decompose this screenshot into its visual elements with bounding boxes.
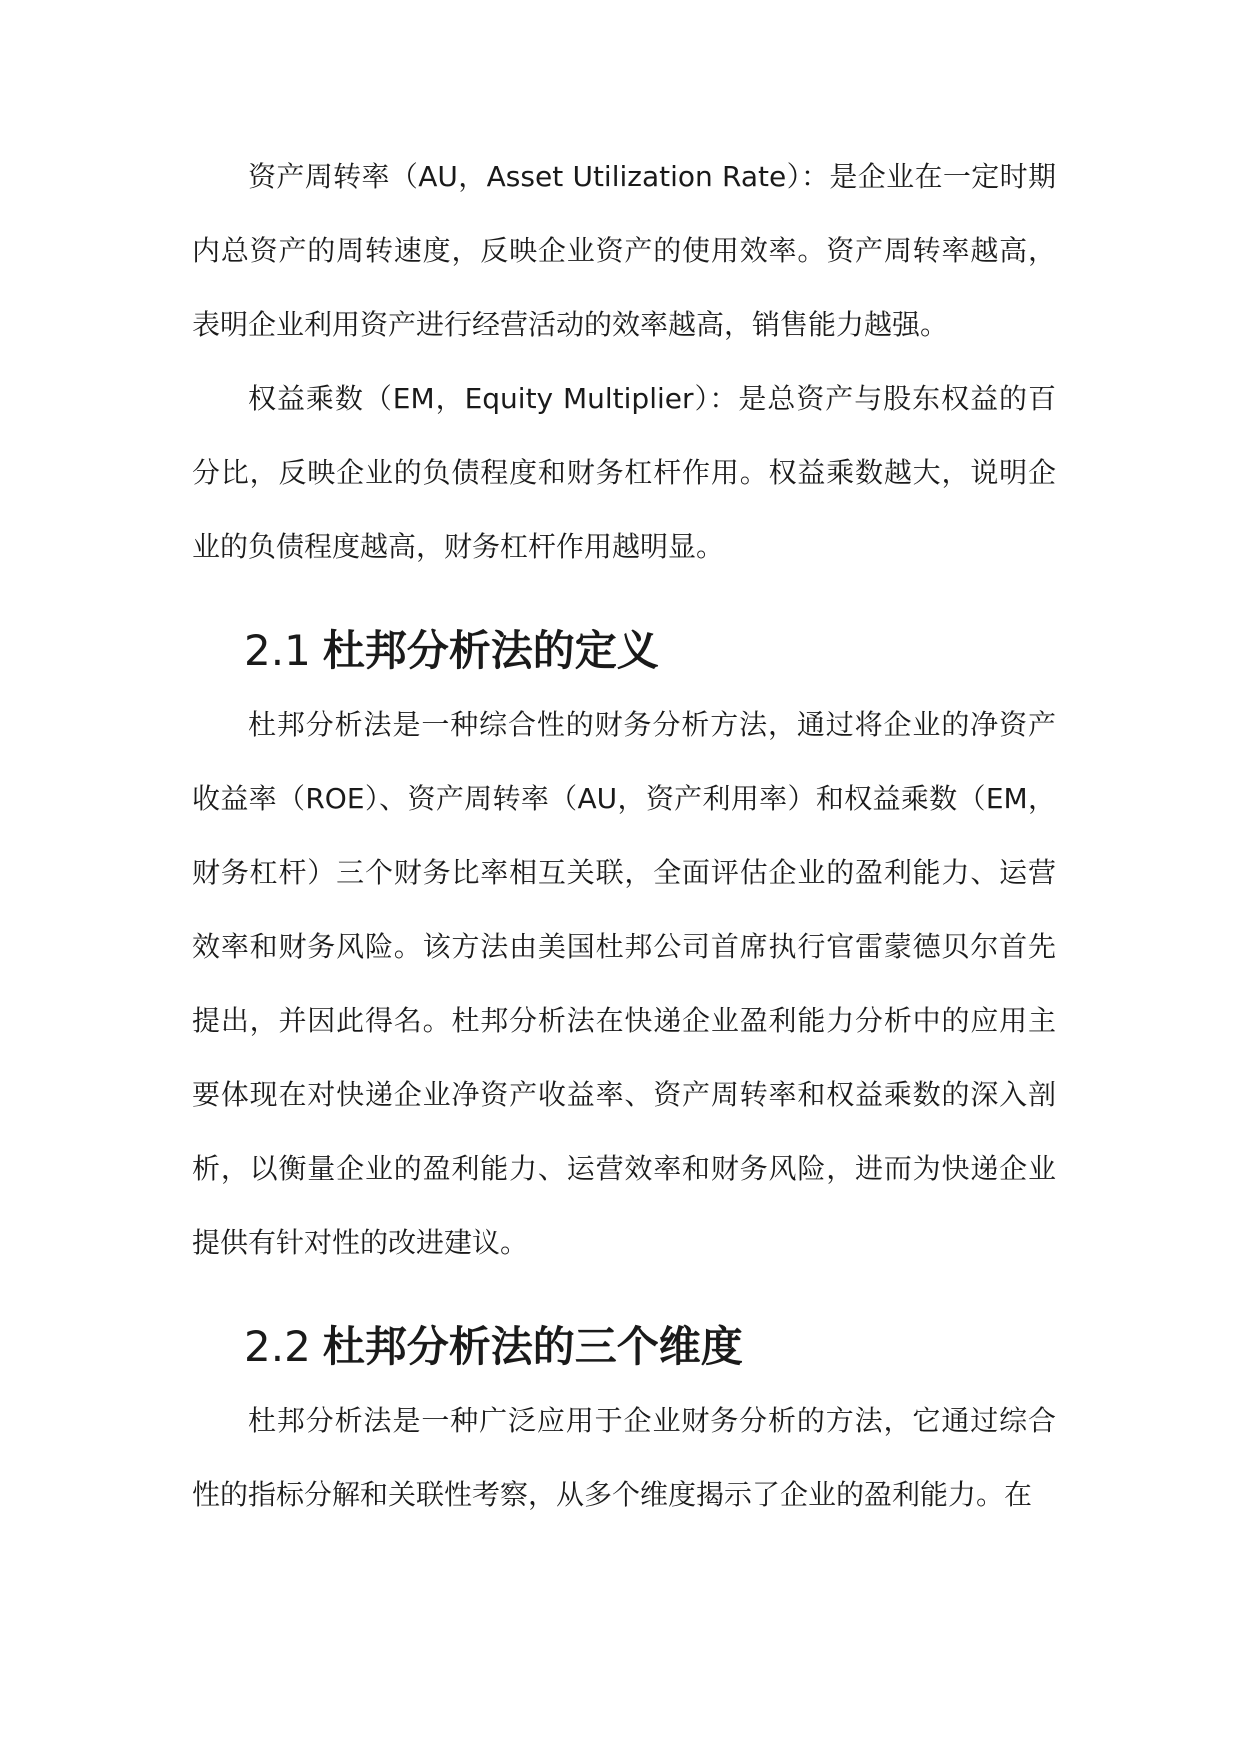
section-number: 2.1: [244, 626, 311, 675]
document-body: [192, 140, 1056, 1532]
section-heading-2-1: [192, 614, 1056, 688]
section-heading-2-2: [192, 1310, 1056, 1384]
paragraph-dupont-definition: 杜邦分析法是一种综合性的财务分析方法，通过将企业的净资产收益率（ROE）、资产周转率（AU，资产利用率）和权益乘数（EM，财务杠杆）三个财务比率相互关联，全面评估企业的盈利能力、运营效率和财务风险。该方法由美国杜邦公司首席执行官雷蒙德贝尔首先提出，并因此得名。杜邦分析法在快递企业盈利能力分析中的应用主要体现在对快递企业净资产收益率、资产周转率和权益乘数的深入剖析，以衡量企业的盈利能力、运营效率和财务风险，进而为快递企业提供有针对性的改进建议。: [192, 708, 1056, 1259]
section-title: 杜邦分析法的定义: [322, 626, 659, 675]
paragraph-dupont-dimensions: 杜邦分析法是一种广泛应用于企业财务分析的方法，它通过综合性的指标分解和关联性考察，从多个维度揭示了企业的盈利能力。在: [192, 1404, 1056, 1511]
paragraph-equity-multiplier: 权益乘数（EM，Equity Multiplier）：是总资产与股东权益的百分比，反映企业的负债程度和财务杠杆作用。权益乘数越大，说明企业的负债程度越高，财务杠杆作用越明显。: [192, 382, 1056, 563]
section-title: 杜邦分析法的三个维度: [322, 1322, 743, 1371]
section-number: 2.2: [244, 1322, 311, 1371]
paragraph-asset-utilization: 资产周转率（AU，Asset Utilization Rate）：是企业在一定时期内总资产的周转速度，反映企业资产的使用效率。资产周转率越高，表明企业利用资产进行经营活动的效率越高，销售能力越强。: [192, 160, 1056, 341]
